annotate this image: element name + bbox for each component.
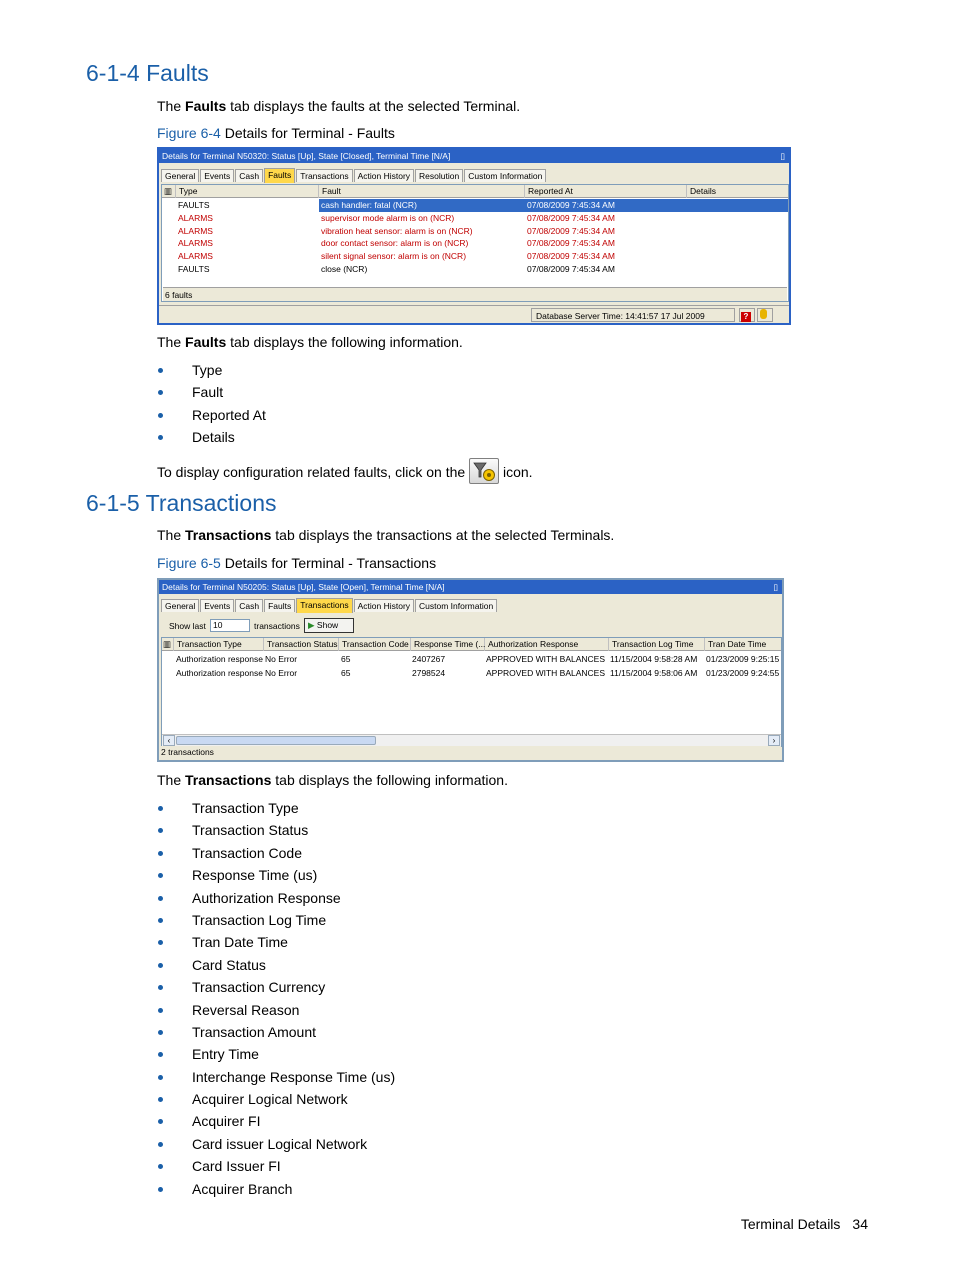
tab-faults[interactable]: Faults [264, 168, 295, 183]
faults-heading: 6-1-4 Faults [86, 60, 209, 86]
transactions-grid-header [162, 638, 781, 651]
cell-type: ALARMS [178, 238, 213, 249]
faults-tab-strip [161, 169, 787, 183]
cell-type: Authorization response [176, 654, 263, 664]
col-transaction-type[interactable]: Transaction Type [174, 638, 264, 651]
tab-general[interactable]: General [161, 599, 199, 612]
transactions-count: 2 transactions [160, 746, 781, 759]
faults-grid [161, 184, 789, 302]
figure-6-5-caption: Figure 6-5 Details for Terminal - Transactions [157, 555, 437, 571]
cell-auth: APPROVED WITH BALANCES [486, 667, 606, 678]
list-item: Transaction Log Time [157, 909, 395, 931]
page-number: 34 [852, 1216, 868, 1232]
transactions-tab-strip [161, 599, 780, 613]
show-last-input[interactable]: 10 [210, 619, 250, 632]
table-row[interactable] [162, 237, 788, 250]
cell-log: 11/15/2004 9:58:06 AM [610, 667, 698, 678]
tab-events[interactable]: Events [200, 169, 234, 182]
scroll-thumb[interactable] [176, 736, 376, 745]
cell-auth: APPROVED WITH BALANCES [486, 654, 606, 664]
horizontal-scrollbar[interactable] [162, 734, 781, 746]
list-item: Card Issuer FI [157, 1155, 395, 1177]
transactions-window [157, 578, 784, 762]
cell-resp: 2798524 [412, 667, 446, 678]
faults-window-titlebar: Details for Terminal N50320: Status [Up], State [Closed], Terminal Time [N/A] ▯ [159, 149, 789, 163]
faults-info-line: The Faults tab displays the following information. [157, 334, 463, 350]
cell-type: Authorization response [176, 667, 263, 678]
tab-resolution[interactable]: Resolution [415, 169, 463, 182]
col-transaction-status[interactable]: Transaction Status [264, 638, 339, 651]
play-icon: ▶ [308, 620, 315, 630]
tab-general[interactable]: General [161, 169, 199, 182]
db-server-time: Database Server Time: 14:41:57 17 Jul 2009 [531, 308, 735, 322]
list-item: Entry Time [157, 1043, 395, 1065]
show-button[interactable]: ▶ Show [304, 618, 354, 633]
cell-reported: 07/08/2009 7:45:34 AM [527, 251, 615, 262]
table-row[interactable] [162, 263, 788, 276]
list-item: Transaction Status [157, 819, 395, 841]
cell-fault: close (NCR) [321, 264, 368, 274]
tab-events[interactable]: Events [200, 599, 234, 612]
config-faults-filter-icon[interactable] [469, 458, 499, 484]
cell-reported: 07/08/2009 7:45:34 AM [527, 238, 615, 249]
cell-fault: supervisor mode alarm is on (NCR) [321, 212, 455, 223]
cell-fault: silent signal sensor: alarm is on (NCR) [321, 251, 467, 262]
cell-type: FAULTS [178, 200, 210, 210]
list-item: Reversal Reason [157, 999, 395, 1021]
page-footer [729, 1216, 868, 1232]
cell-tran: 01/23/2009 9:25:15 [706, 654, 780, 664]
list-item: Authorization Response [157, 887, 395, 909]
transactions-grid [161, 637, 782, 747]
cell-code: 65 [341, 654, 351, 664]
error-icon[interactable]: ? [739, 308, 755, 322]
scroll-right-icon[interactable]: › [768, 735, 780, 746]
tab-transactions[interactable]: Transactions [296, 169, 352, 182]
cell-log: 11/15/2004 9:58:28 AM [610, 654, 698, 664]
scroll-left-icon[interactable]: ‹ [163, 735, 175, 746]
database-icon[interactable] [757, 308, 773, 322]
transactions-label: transactions [254, 621, 300, 631]
tab-custom-information[interactable]: Custom Information [415, 599, 497, 612]
col-details[interactable]: Details [690, 186, 716, 196]
tab-cash[interactable]: Cash [235, 599, 263, 612]
show-last-bar [161, 616, 780, 636]
transactions-bullet-list [157, 797, 395, 1200]
col-type[interactable]: Type [176, 185, 319, 198]
list-item: Card Status [157, 954, 395, 976]
cell-status: No Error [265, 667, 298, 678]
cell-fault: vibration heat sensor: alarm is on (NCR) [321, 225, 473, 236]
table-row[interactable] [162, 667, 781, 680]
table-row[interactable] [162, 250, 788, 263]
tab-faults[interactable]: Faults [264, 599, 295, 612]
list-item: Reported At [157, 404, 266, 426]
table-row[interactable] [162, 212, 788, 225]
table-row[interactable] [162, 653, 781, 666]
transactions-heading: 6-1-5 Transactions [86, 490, 277, 516]
list-item: Response Time (us) [157, 864, 395, 886]
cell-reported: 07/08/2009 7:45:34 AM [527, 200, 615, 210]
col-response-time[interactable]: Response Time (... [411, 638, 485, 651]
col-tran-date-time[interactable]: Tran Date Time [708, 639, 767, 649]
cell-status: No Error [265, 654, 298, 664]
faults-window [157, 147, 791, 325]
tab-transactions[interactable]: Transactions [296, 598, 352, 613]
transactions-intro: The Transactions tab displays the transactions at the selected Terminals. [157, 527, 615, 543]
footer-section: Terminal Details [740, 1216, 841, 1232]
column-chooser-icon[interactable]: ▥ [162, 185, 176, 198]
list-item: Fault [157, 381, 266, 403]
pin-icon[interactable]: ▯ [780, 151, 785, 161]
config-faults-line: To display configuration related faults, click on the icon. [157, 458, 533, 484]
column-chooser-icon[interactable]: ▥ [162, 638, 174, 651]
col-fault[interactable]: Fault [319, 185, 525, 198]
faults-statusbar [159, 305, 789, 323]
col-transaction-code[interactable]: Transaction Code [339, 638, 411, 651]
cell-reported: 07/08/2009 7:45:34 AM [527, 264, 615, 274]
list-item: Transaction Amount [157, 1021, 395, 1043]
show-last-label: Show last [169, 621, 206, 631]
list-item: Card issuer Logical Network [157, 1133, 395, 1155]
col-reported-at[interactable]: Reported At [525, 185, 687, 198]
faults-bullet-list [157, 359, 266, 449]
list-item: Transaction Currency [157, 976, 395, 998]
transactions-info-line: The Transactions tab displays the following information. [157, 772, 508, 788]
tab-custom-information[interactable]: Custom Information [464, 169, 546, 182]
list-item: Acquirer Logical Network [157, 1088, 395, 1110]
list-item: Transaction Code [157, 842, 395, 864]
list-item: Type [157, 359, 266, 381]
cell-type: ALARMS [178, 212, 213, 223]
tab-action-history[interactable]: Action History [354, 599, 414, 612]
tab-action-history[interactable]: Action History [354, 169, 414, 182]
col-authorization-response[interactable]: Authorization Response [485, 638, 609, 651]
figure-6-4-caption: Figure 6-4 Details for Terminal - Faults [157, 125, 395, 141]
cell-type: ALARMS [178, 225, 213, 236]
cell-code: 65 [341, 667, 351, 678]
cell-reported: 07/08/2009 7:45:34 AM [527, 225, 615, 236]
cell-fault: door contact sensor: alarm is on (NCR) [321, 238, 469, 249]
table-row[interactable] [162, 225, 788, 238]
list-item: Acquirer Branch [157, 1178, 395, 1200]
cell-fault: cash handler: fatal (NCR) [321, 200, 417, 210]
cell-reported: 07/08/2009 7:45:34 AM [527, 212, 615, 223]
list-item: Transaction Type [157, 797, 395, 819]
transactions-window-titlebar: Details for Terminal N50205: Status [Up], State [Open], Terminal Time [N/A] ▯ [159, 580, 782, 594]
list-item: Interchange Response Time (us) [157, 1066, 395, 1088]
cell-type: FAULTS [178, 264, 210, 274]
col-transaction-log-time[interactable]: Transaction Log Time [609, 638, 705, 651]
cell-resp: 2407267 [412, 654, 446, 664]
cell-type: ALARMS [178, 251, 213, 262]
tab-cash[interactable]: Cash [235, 169, 263, 182]
list-item: Acquirer FI [157, 1110, 395, 1132]
faults-count: 6 faults [163, 287, 787, 301]
faults-intro: The Faults tab displays the faults at the selected Terminal. [157, 98, 521, 114]
faults-grid-header [162, 185, 788, 198]
list-item: Tran Date Time [157, 931, 395, 953]
pin-icon[interactable]: ▯ [773, 582, 778, 592]
list-item: Details [157, 426, 266, 448]
table-row[interactable] [162, 199, 788, 212]
cell-tran: 01/23/2009 9:24:55 [706, 667, 780, 678]
